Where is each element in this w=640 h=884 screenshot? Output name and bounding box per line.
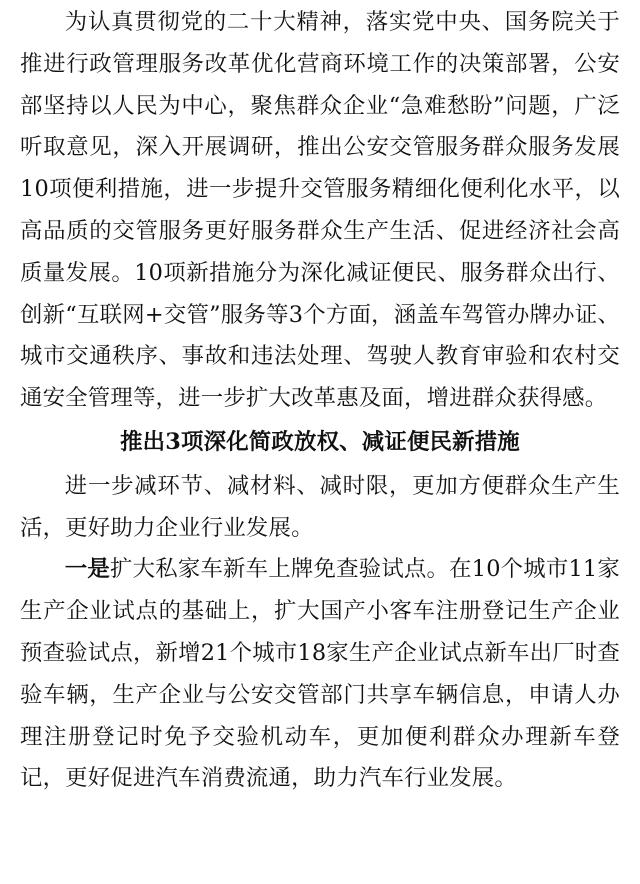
- section-intro-paragraph: 进一步减环节、减材料、减时限，更加方便群众生产生活，更好助力企业行业发展。: [20, 472, 620, 541]
- item-1-lead: 一是: [64, 556, 111, 583]
- item-1-text: 扩大私家车新车上牌免查验试点。在10个城市11家生产企业试点的基础上，扩大国产小客车注册登记生产企业预查验试点，新增21个城市18家生产企业试点新车出厂时查验车辆，生产企业与公安交管部门共享车辆信息，申请人办理注册登记时免予交验机动车，更加便利群众办理新车登记，更好促进汽车消费流通，助力汽车行业发展。: [20, 556, 620, 792]
- item-1-paragraph: [20, 549, 620, 800]
- intro-paragraph: 为认真贯彻党的二十大精神，落实党中央、国务院关于推进行政管理服务改革优化营商环境工作的决策部署，公安部坚持以人民为中心，聚焦群众企业“急难愁盼”问题，广泛听取意见，深入开展调研，推出公安交管服务群众服务发展10项便利措施，进一步提升交管服务精细化便利化水平，以高品质的交管服务更好服务群众生产生活、促进经济社会高质量发展。10项新措施分为深化减证便民、服务群众出行、创新“互联网+交管”服务等3个方面，涵盖车驾管办牌办证、城市交通秩序、事故和违法处理、驾驶人教育审验和农村交通安全管理等，进一步扩大改革惠及面，增进群众获得感。: [20, 9, 620, 412]
- section-heading: 推出3项深化简政放权、减证便民新措施: [120, 428, 520, 455]
